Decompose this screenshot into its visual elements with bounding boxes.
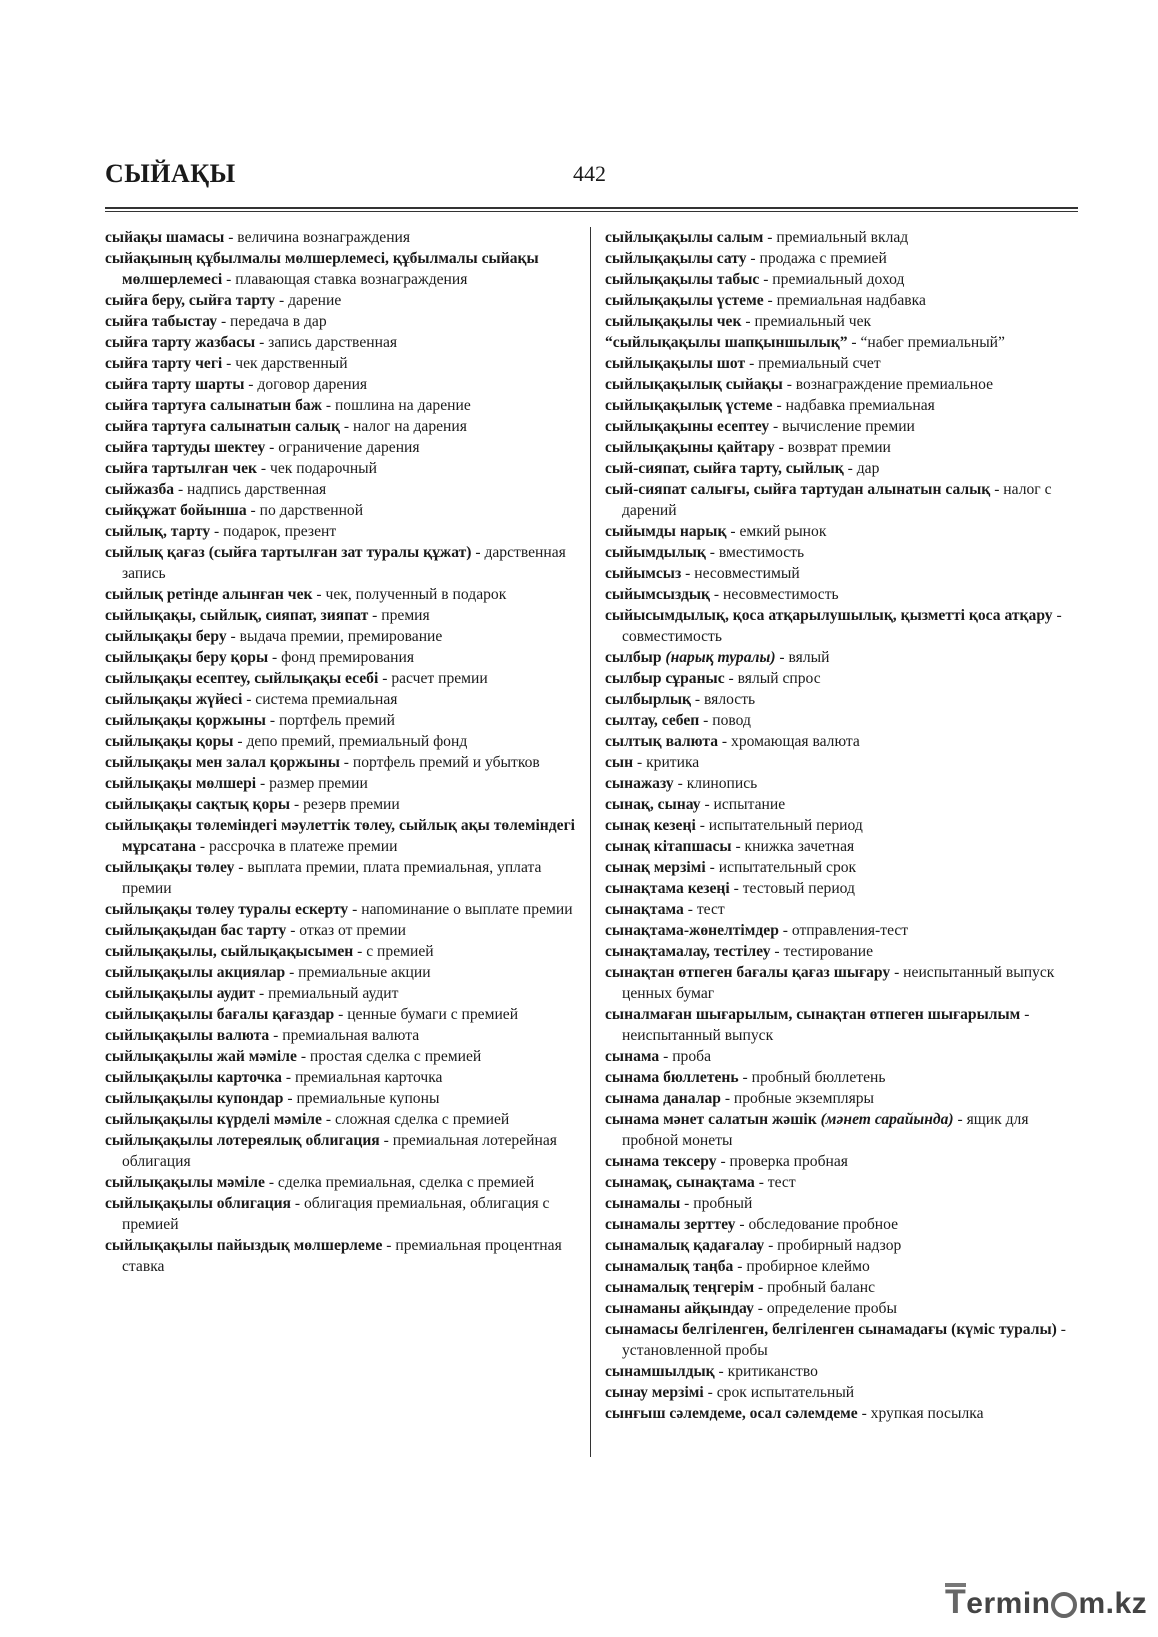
right-column — [605, 227, 1078, 1424]
entry-term: сыйлықақылы шот — [605, 355, 746, 372]
dictionary-entry — [605, 1235, 1078, 1256]
entry-definition: - вялый — [775, 649, 830, 666]
dictionary-entry — [105, 479, 575, 500]
entry-term: сынама бюллетень — [605, 1069, 739, 1086]
entry-term: сыйға тарту шарты — [105, 376, 245, 393]
dictionary-entry — [105, 437, 575, 458]
termincom-logo — [945, 1583, 1147, 1621]
entry-definition: - критика — [633, 754, 700, 771]
dictionary-entry — [605, 437, 1078, 458]
entry-term: сыйлықақы қоржыны — [105, 712, 266, 729]
entry-definition: - проверка пробная — [716, 1153, 848, 1170]
entry-definition: - возврат премии — [774, 439, 891, 456]
dictionary-entry — [605, 1382, 1078, 1403]
entry-term: сыйлықақылы карточка — [105, 1069, 282, 1086]
entry-definition: - тест — [683, 901, 725, 918]
entry-definition: - чек дарственный — [222, 355, 348, 372]
dictionary-entry — [105, 416, 575, 437]
entry-definition: - установленной пробы — [622, 1321, 1066, 1359]
entry-definition: - договор дарения — [244, 376, 368, 393]
dictionary-entry — [105, 395, 575, 416]
entry-definition: - премиальный счет — [745, 355, 881, 372]
entry-term: сынақтама кезеңі — [605, 880, 730, 897]
dictionary-entry — [605, 521, 1078, 542]
left-column — [105, 227, 575, 1277]
dictionary-entry — [605, 899, 1078, 920]
entry-definition: - выплата премии, плата премиальная, уплата премии — [122, 859, 542, 897]
entry-term: сылтау, себеп — [605, 712, 700, 729]
column-divider — [590, 227, 591, 1457]
dictionary-entry — [105, 647, 575, 668]
dictionary-entry — [605, 542, 1078, 563]
entry-definition: - фонд премирования — [268, 649, 415, 666]
entry-note: (мәнет сарайында) — [816, 1111, 954, 1128]
entry-term: сыналмаған шығарылым, сынақтан өтпеген шығарылым — [605, 1006, 1021, 1023]
entry-definition: - пробный бюллетень — [738, 1069, 886, 1086]
entry-definition: - пробный баланс — [754, 1279, 876, 1296]
entry-term: сыйлықақы беру — [105, 628, 227, 645]
running-head-word: СЫЙАҚЫ — [105, 159, 236, 188]
dictionary-entry — [605, 248, 1078, 269]
dictionary-entry — [605, 1151, 1078, 1172]
entry-term: сыйлықақы есептеу, сыйлықақы есебі — [105, 670, 379, 687]
entry-term: сыйлықақылы салым — [605, 229, 764, 246]
dictionary-entry — [605, 857, 1078, 878]
entry-term: сыйақы шамасы — [105, 229, 225, 246]
entry-term: сынамалы зерттеу — [605, 1216, 736, 1233]
entry-term: сыйлық, тарту — [105, 523, 211, 540]
dictionary-entry — [605, 311, 1078, 332]
entry-term: сыйлықақылы валюта — [105, 1027, 270, 1044]
entry-definition: - отправления-тест — [778, 922, 909, 939]
dictionary-entry — [105, 1067, 575, 1088]
dictionary-entry — [105, 311, 575, 332]
entry-definition: - проба — [659, 1048, 711, 1065]
dictionary-entry — [105, 1172, 575, 1193]
entry-definition: - премиальная валюта — [269, 1027, 420, 1044]
entry-term: сыйлықақы, сыйлық, сияпат, зияпат — [105, 607, 369, 624]
dictionary-entry — [605, 332, 1078, 353]
entry-term: сыйлықақы жүйесі — [105, 691, 243, 708]
entry-term: сынамалық теңгерім — [605, 1279, 755, 1296]
entry-term: сыйысымдылық, қоса атқарылушылық, қызметті қоса атқару — [605, 607, 1053, 624]
entry-definition: - сделка премиальная, сделка с премией — [264, 1174, 535, 1191]
dictionary-entry — [105, 1193, 575, 1235]
entry-term: сынама — [605, 1048, 660, 1065]
dictionary-entry — [105, 353, 575, 374]
entry-term: сый-сияпат, сыйға тарту, сыйлық — [605, 460, 844, 477]
dictionary-entry — [105, 290, 575, 311]
entry-term: сынау мерзімі — [605, 1384, 704, 1401]
entry-definition: - неиспытанный выпуск ценных бумаг — [622, 964, 1055, 1002]
entry-definition: - резерв премии — [290, 796, 400, 813]
entry-term: сыйлықақылы үстеме — [605, 292, 764, 309]
entry-definition: - продажа с премией — [746, 250, 887, 267]
entry-definition: - премия — [368, 607, 430, 624]
entry-definition: - несовместимый — [681, 565, 800, 582]
dictionary-entry — [605, 1277, 1078, 1298]
dictionary-entry — [105, 962, 575, 983]
entry-definition: - премиальная процентная ставка — [122, 1237, 562, 1275]
entry-definition: - портфель премий и убытков — [339, 754, 540, 771]
dictionary-entry — [605, 563, 1078, 584]
entry-definition: - повод — [699, 712, 751, 729]
entry-note: (нарық туралы) — [661, 649, 776, 666]
entry-definition: - налог на дарения — [340, 418, 467, 435]
dictionary-entry — [105, 899, 575, 920]
entry-term: сыйлық ретінде алынған чек — [105, 586, 313, 603]
page-number: 442 — [573, 161, 606, 186]
dictionary-entry — [605, 1172, 1078, 1193]
entry-definition: - премиальный вклад — [763, 229, 909, 246]
logo-text-part1: ermin — [966, 1587, 1051, 1620]
dictionary-entry — [105, 731, 575, 752]
entry-definition: - пробирное клеймо — [733, 1258, 870, 1275]
entry-definition: - ящик для пробной монеты — [622, 1111, 1029, 1149]
entry-term: сыйлықақылы табыс — [605, 271, 760, 288]
entry-definition: - пробирный надзор — [764, 1237, 902, 1254]
entry-term: сыйлық қағаз (сыйға тартылған зат туралы құжат) — [105, 544, 472, 561]
dictionary-entry — [105, 857, 575, 899]
dictionary-entry — [605, 416, 1078, 437]
entry-definition: - премиальный аудит — [255, 985, 399, 1002]
entry-definition: - с премией — [353, 943, 434, 960]
entry-definition: - премиальная надбавка — [763, 292, 926, 309]
dictionary-entry — [605, 479, 1078, 521]
dictionary-entry — [105, 227, 575, 248]
entry-term: сыйға тартылған чек — [105, 460, 258, 477]
entry-definition: - пробные экземпляры — [720, 1090, 875, 1107]
entry-term: сыйға тартуды шектеу — [105, 439, 266, 456]
dictionary-entry — [105, 248, 575, 290]
entry-term: сыйлықақы төлеу — [105, 859, 235, 876]
entry-term: сынаманы айқындау — [605, 1300, 754, 1317]
dictionary-entry — [605, 647, 1078, 668]
entry-definition: - передача в дар — [217, 313, 327, 330]
entry-term: сыйлықақылы чек — [605, 313, 742, 330]
entry-definition: - книжка зачетная — [731, 838, 855, 855]
dictionary-entry — [605, 815, 1078, 836]
dictionary-entry — [605, 668, 1078, 689]
dictionary-entry — [105, 500, 575, 521]
dictionary-entry — [605, 353, 1078, 374]
entry-term: сынамшылдық — [605, 1363, 715, 1380]
entry-term: сыйға тарту чегі — [105, 355, 223, 372]
entry-term: сынамасы белгіленген, белгіленген сынамадағы (күміс туралы) — [605, 1321, 1057, 1338]
entry-definition: - чек подарочный — [257, 460, 378, 477]
entry-definition: - по дарственной — [246, 502, 364, 519]
entry-definition: - дарение — [275, 292, 342, 309]
entry-term: сый-сияпат салығы, сыйға тартудан алынатын салық — [605, 481, 991, 498]
entry-definition: - премиальные купоны — [283, 1090, 440, 1107]
entry-definition: - определение пробы — [753, 1300, 897, 1317]
entry-term: сыйлықақылы купондар — [105, 1090, 284, 1107]
entry-term: сынақ мерзімі — [605, 859, 706, 876]
entry-term: сыйлықақыны қайтару — [605, 439, 775, 456]
dictionary-entry — [605, 584, 1078, 605]
entry-definition: - емкий рынок — [726, 523, 827, 540]
dictionary-entry — [605, 836, 1078, 857]
dictionary-entry — [105, 1025, 575, 1046]
page-header — [105, 155, 1078, 217]
entry-term: сыйлықақылы жай мәміле — [105, 1048, 297, 1065]
entry-term: сылтық валюта — [605, 733, 719, 750]
entry-definition: - премиальный доход — [759, 271, 905, 288]
dictionary-entry — [605, 1361, 1078, 1382]
entry-definition: - хромающая валюта — [718, 733, 860, 750]
entry-definition: - тестирование — [770, 943, 873, 960]
dictionary-entry — [105, 941, 575, 962]
dictionary-entry — [605, 794, 1078, 815]
dictionary-entry — [105, 626, 575, 647]
entry-definition: - “набег премиальный” — [847, 334, 1005, 351]
dictionary-entry — [105, 1235, 575, 1277]
dictionary-entry — [605, 1214, 1078, 1235]
dictionary-entry — [605, 1298, 1078, 1319]
entry-term: сынама тексеру — [605, 1153, 717, 1170]
entry-definition: - премиальные акции — [285, 964, 431, 981]
entry-definition: - выдача премии, премирование — [226, 628, 443, 645]
dictionary-entry — [605, 962, 1078, 1004]
dictionary-entry — [605, 731, 1078, 752]
entry-term: сынамалы — [605, 1195, 681, 1212]
entry-term: сынақ кітапшасы — [605, 838, 732, 855]
entry-term: сыйлықақыдан бас тарту — [105, 922, 287, 939]
entry-definition: - вознаграждение премиальное — [782, 376, 994, 393]
dictionary-entry — [105, 332, 575, 353]
entry-definition: - отказ от премии — [286, 922, 406, 939]
entry-term: сыйлықақылы пайыздық мөлшерлеме — [105, 1237, 383, 1254]
entry-term: сыйлықақы беру қоры — [105, 649, 269, 666]
dictionary-entry — [605, 395, 1078, 416]
entry-term: сыйжазба — [105, 481, 175, 498]
logo-text-part2: m.kz — [1078, 1587, 1148, 1620]
entry-definition: - несовместимость — [710, 586, 839, 603]
entry-definition: - вялость — [691, 691, 756, 708]
entry-definition: - неиспытанный выпуск — [622, 1006, 1030, 1044]
entry-definition: - запись дарственная — [255, 334, 398, 351]
dictionary-entry — [605, 227, 1078, 248]
dictionary-entry — [105, 542, 575, 584]
entry-term: сыйымды нарық — [605, 523, 727, 540]
entry-term: сыйлықақылы сату — [605, 250, 747, 267]
entry-term: сыйға тартуға салынатын салық — [105, 418, 341, 435]
entry-definition: - дар — [843, 460, 880, 477]
dictionary-entry — [105, 815, 575, 857]
dictionary-entry — [105, 920, 575, 941]
entry-definition: - вычисление премии — [769, 418, 915, 435]
entry-definition: - совместимость — [622, 607, 1062, 645]
entry-definition: - рассрочка в платеже премии — [196, 838, 398, 855]
entry-term: сынамалық таңба — [605, 1258, 734, 1275]
entry-definition: - вместимость — [705, 544, 805, 561]
entry-term: сыйлықақы мөлшері — [105, 775, 257, 792]
entry-definition: - система премиальная — [242, 691, 398, 708]
dictionary-entry — [105, 983, 575, 1004]
entry-term: сыйлықақы сақтық қоры — [105, 796, 291, 813]
entry-definition: - тестовый период — [729, 880, 855, 897]
dictionary-columns — [105, 227, 1078, 1457]
entry-term: сынамалық қадағалау — [605, 1237, 765, 1254]
dictionary-entry — [605, 374, 1078, 395]
entry-definition: - подарок, презент — [210, 523, 337, 540]
entry-term: сыйға тартуға салынатын баж — [105, 397, 322, 414]
entry-definition: - налог с дарений — [622, 481, 1052, 519]
entry-term: сынақ, сынау — [605, 796, 701, 813]
entry-definition: - пошлина на дарение — [321, 397, 471, 414]
dictionary-entry — [605, 1109, 1078, 1151]
dictionary-entry — [605, 1088, 1078, 1109]
entry-term: сыйлықақылы күрделі мәміле — [105, 1111, 322, 1128]
entry-term: сыйымсыздық — [605, 586, 711, 603]
entry-term: сыйлықақылық сыйақы — [605, 376, 783, 393]
dictionary-entry — [605, 752, 1078, 773]
entry-term: сылбырлық — [605, 691, 692, 708]
dictionary-entry — [605, 689, 1078, 710]
entry-term: сыйлықақыны есептеу — [605, 418, 770, 435]
entry-term: сынама мәнет салатын жәшік — [605, 1111, 817, 1128]
dictionary-entry — [105, 1130, 575, 1172]
entry-definition: - надпись дарственная — [174, 481, 327, 498]
entry-definition: - чек, полученный в подарок — [312, 586, 507, 603]
entry-definition: - обследование пробное — [735, 1216, 899, 1233]
entry-term: сыйлықақылы лотереялық облигация — [105, 1132, 380, 1149]
logo-letter-t: T — [945, 1583, 967, 1621]
dictionary-entry — [605, 1256, 1078, 1277]
header-rule — [105, 207, 1078, 212]
entry-definition: - хрупкая посылка — [857, 1405, 984, 1422]
entry-term: сынғыш сәлемдеме, осал сәлемдеме — [605, 1405, 858, 1422]
entry-term: сыйлықақылы акциялар — [105, 964, 286, 981]
dictionary-entry — [605, 290, 1078, 311]
dictionary-entry — [105, 458, 575, 479]
entry-definition: - премиальный чек — [741, 313, 872, 330]
entry-definition: - сложная сделка с премией — [321, 1111, 510, 1128]
entry-term: сыйға беру, сыйға тарту — [105, 292, 276, 309]
entry-definition: - плавающая ставка вознаграждения — [222, 271, 468, 288]
dictionary-entry — [105, 773, 575, 794]
entry-term: сыйлықақылы облигация — [105, 1195, 291, 1212]
dictionary-entry — [605, 458, 1078, 479]
entry-definition: - тест — [754, 1174, 796, 1191]
entry-term: сыйақының құбылмалы мөлшерлемесі, құбылмалы сыйақы мөлшерлемесі — [105, 250, 539, 288]
entry-term: сыйлықақы төлеу туралы ескерту — [105, 901, 349, 918]
dictionary-entry — [605, 1403, 1078, 1424]
entry-definition: - ценные бумаги с премией — [334, 1006, 519, 1023]
entry-term: сыйлықақылы аудит — [105, 985, 256, 1002]
entry-term: сылбыр — [605, 649, 662, 666]
dictionary-entry — [105, 1109, 575, 1130]
entry-definition: - испытание — [700, 796, 786, 813]
entry-term: сыйға табыстау — [105, 313, 218, 330]
dictionary-entry — [105, 584, 575, 605]
dictionary-entry — [605, 1319, 1078, 1361]
entry-term: сынақтамалау, тестілеу — [605, 943, 771, 960]
entry-term: сыйлықақылы бағалы қағаздар — [105, 1006, 335, 1023]
dictionary-entry — [605, 878, 1078, 899]
entry-term: сыйқұжат бойынша — [105, 502, 247, 519]
dictionary-entry — [105, 1088, 575, 1109]
dictionary-entry — [605, 1046, 1078, 1067]
dictionary-entry — [105, 605, 575, 626]
entry-definition: - испытательный срок — [705, 859, 857, 876]
entry-definition: - критиканство — [714, 1363, 818, 1380]
entry-term: сыйлықақы мен залал қоржыны — [105, 754, 340, 771]
dictionary-entry — [605, 773, 1078, 794]
dictionary-entry — [605, 920, 1078, 941]
entry-definition: - премиальная карточка — [281, 1069, 443, 1086]
entry-definition: - портфель премий — [265, 712, 395, 729]
dictionary-entry — [105, 794, 575, 815]
entry-definition: - надбавка премиальная — [772, 397, 935, 414]
entry-term: сыйлықақылы, сыйлықақысымен — [105, 943, 354, 960]
entry-definition: - испытательный период — [695, 817, 863, 834]
dictionary-entry — [105, 752, 575, 773]
dictionary-entry — [105, 710, 575, 731]
entry-definition: - премиальная лотерейная облигация — [122, 1132, 557, 1170]
entry-definition: - величина вознаграждения — [224, 229, 411, 246]
entry-term: сынама даналар — [605, 1090, 721, 1107]
dictionary-entry — [605, 710, 1078, 731]
entry-term: сыйға тарту жазбасы — [105, 334, 256, 351]
entry-term: сыйлықақы төлеміндегі мәулеттік төлеу, сыйлық ақы төлеміндегі мұрсатана — [105, 817, 575, 855]
entry-term: сынамақ, сынақтама — [605, 1174, 755, 1191]
dictionary-entry — [105, 1004, 575, 1025]
entry-definition: - пробный — [680, 1195, 753, 1212]
entry-term: сыйлықақылы мәміле — [105, 1174, 265, 1191]
entry-definition: - депо премий, премиальный фонд — [233, 733, 468, 750]
entry-term: “сыйлықақылы шапқыншылық” — [605, 334, 848, 351]
entry-term: сыйымсыз — [605, 565, 682, 582]
entry-definition: - ограничение дарения — [265, 439, 420, 456]
dictionary-entry — [605, 1067, 1078, 1088]
entry-definition: - размер премии — [256, 775, 368, 792]
entry-term: сыйлықақы қоры — [105, 733, 234, 750]
entry-definition: - облигация премиальная, облигация с премией — [122, 1195, 550, 1233]
dictionary-entry — [105, 521, 575, 542]
logo-ring-icon — [1051, 1592, 1077, 1618]
entry-term: сын — [605, 754, 634, 771]
dictionary-entry — [105, 1046, 575, 1067]
dictionary-entry — [605, 605, 1078, 647]
entry-definition: - срок испытательный — [703, 1384, 855, 1401]
dictionary-entry — [605, 941, 1078, 962]
entry-definition: - вялый спрос — [724, 670, 821, 687]
entry-term: сынақ кезеңі — [605, 817, 696, 834]
entry-term: сынақтан өтпеген бағалы қағаз шығару — [605, 964, 891, 981]
dictionary-entry — [105, 374, 575, 395]
entry-term: сынақтама-жөнелтімдер — [605, 922, 779, 939]
entry-definition: - дарственная запись — [122, 544, 566, 582]
dictionary-entry — [105, 668, 575, 689]
dictionary-entry — [605, 1004, 1078, 1046]
entry-definition: - простая сделка с премией — [296, 1048, 482, 1065]
entry-definition: - клинопись — [673, 775, 758, 792]
entry-definition: - напоминание о выплате премии — [348, 901, 573, 918]
entry-term: сыйымдылық — [605, 544, 706, 561]
entry-term: сынақтама — [605, 901, 684, 918]
entry-definition: - расчет премии — [378, 670, 488, 687]
entry-term: сылбыр сұраныс — [605, 670, 725, 687]
dictionary-entry — [105, 689, 575, 710]
entry-term: сынажазу — [605, 775, 674, 792]
dictionary-entry — [605, 269, 1078, 290]
entry-term: сыйлықақылық үстеме — [605, 397, 773, 414]
dictionary-entry — [605, 1193, 1078, 1214]
